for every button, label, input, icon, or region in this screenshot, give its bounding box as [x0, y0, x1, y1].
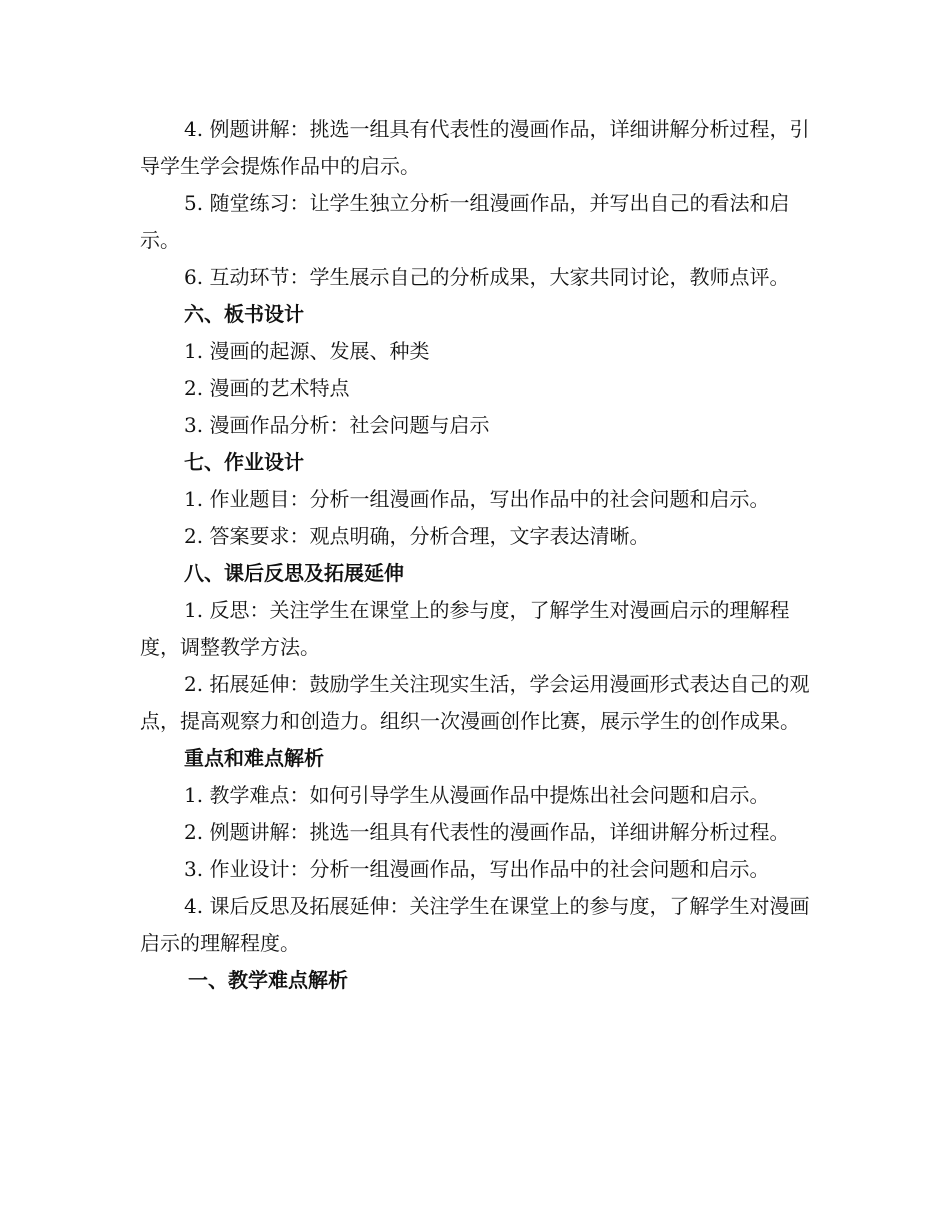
paragraph-board-item-2: 2. 漫画的艺术特点 — [184, 376, 350, 400]
paragraph-answer-requirements: 2. 答案要求：观点明确，分析合理，文字表达清晰。 — [184, 524, 650, 548]
heading-key-points: 重点和难点解析 — [184, 746, 324, 770]
heading-difficulty-analysis: 一、教学难点解析 — [188, 968, 348, 992]
paragraph-example-review: 2. 例题讲解：挑选一组具有代表性的漫画作品，详细讲解分析过程。 — [184, 820, 790, 844]
paragraph-interaction: 6. 互动环节：学生展示自己的分析成果，大家共同讨论，教师点评。 — [184, 265, 790, 289]
paragraph-homework-topic: 1. 作业题目：分析一组漫画作品，写出作品中的社会问题和启示。 — [184, 487, 770, 511]
paragraph-homework-review: 3. 作业设计：分析一组漫画作品，写出作品中的社会问题和启示。 — [184, 857, 770, 881]
paragraph-difficulty: 1. 教学难点：如何引导学生从漫画作品中提炼出社会问题和启示。 — [184, 783, 770, 807]
heading-blackboard-design: 六、板书设计 — [184, 302, 304, 326]
paragraph-practice: 5. 随堂练习：让学生独立分析一组漫画作品，并写出自己的看法和启示。 — [140, 191, 790, 252]
heading-homework-design: 七、作业设计 — [184, 450, 304, 474]
paragraph-extension: 2. 拓展延伸：鼓励学生关注现实生活，学会运用漫画形式表达自己的观点，提高观察力和创造力。组织一次漫画创作比赛，展示学生的创作成果。 — [140, 672, 810, 733]
paragraph-board-item-1: 1. 漫画的起源、发展、种类 — [184, 339, 430, 363]
paragraph-reflection-review: 4. 课后反思及拓展延伸：关注学生在课堂上的参与度，了解学生对漫画启示的理解程度。 — [140, 894, 810, 955]
paragraph-example-explanation: 4. 例题讲解：挑选一组具有代表性的漫画作品，详细讲解分析过程，引导学生学会提炼作品中的启示。 — [140, 117, 810, 178]
paragraph-board-item-3: 3. 漫画作品分析：社会问题与启示 — [184, 413, 490, 437]
paragraph-reflection: 1. 反思：关注学生在课堂上的参与度，了解学生对漫画启示的理解程度，调整教学方法。 — [140, 598, 790, 659]
heading-reflection-extension: 八、课后反思及拓展延伸 — [184, 561, 404, 585]
document-body — [140, 111, 820, 999]
